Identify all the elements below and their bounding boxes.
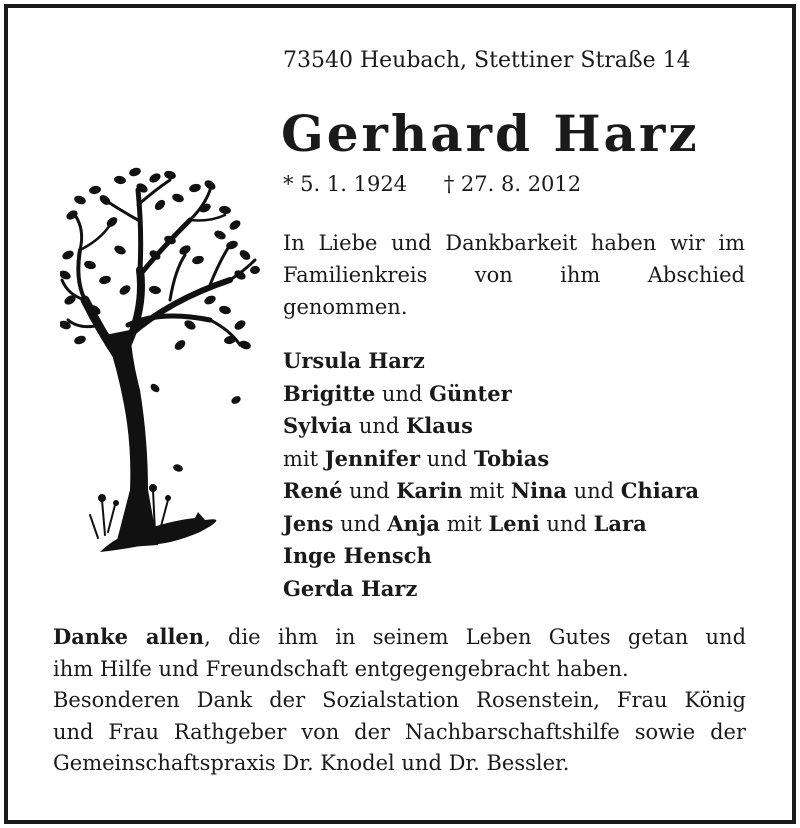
- family-member-line: [283, 475, 753, 508]
- family-member-line: [283, 573, 753, 606]
- family-name: Sylvia: [283, 413, 353, 438]
- tree-silhouette-icon: [60, 160, 260, 555]
- family-name: Lara: [593, 510, 647, 536]
- address: 73540 Heubach, Stettiner Straße 14: [283, 48, 691, 73]
- family-connector: und: [342, 479, 397, 503]
- family-member-line: [283, 410, 753, 443]
- family-name: Nina: [510, 478, 567, 503]
- family-name: Inge Hensch: [283, 543, 432, 568]
- family-name: Anja: [387, 510, 441, 536]
- thanks-line: [53, 621, 746, 654]
- family-name: Jens: [283, 510, 334, 536]
- family-member-line: [283, 508, 753, 541]
- deceased-name: Gerhard Harz: [281, 104, 700, 163]
- thanks-line1-rest: , die ihm in seinem Leben Gutes getan und: [204, 625, 747, 649]
- thanks-text: [53, 621, 746, 780]
- family-connector: mit: [283, 446, 325, 471]
- birth-date: * 5. 1. 1924: [283, 172, 408, 196]
- family-list: [283, 345, 753, 605]
- family-name: Gerda Harz: [283, 575, 418, 601]
- family-connector: und: [375, 381, 430, 406]
- family-name: Tobias: [473, 445, 550, 471]
- family-member-line: [283, 378, 753, 411]
- family-name: René: [283, 478, 343, 503]
- thanks-line: Gemeinschaftspraxis Dr. Knodel und Dr. Bessler.: [53, 751, 570, 775]
- family-connector: mit: [462, 479, 511, 503]
- family-connector: und: [333, 511, 388, 536]
- family-name: Günter: [429, 380, 512, 406]
- family-connector: mit: [440, 511, 489, 536]
- family-connector: und: [539, 511, 594, 536]
- family-name: Klaus: [405, 413, 473, 438]
- family-name: Jennifer: [324, 445, 421, 471]
- family-member-line: [283, 345, 753, 378]
- thanks-line: und Frau Rathgeber von der Nachbarschaftshilfe sowie der: [53, 719, 746, 744]
- thanks-lead: Danke allen: [53, 624, 205, 649]
- thanks-line: Besonderen Dank der Sozialstation Rosenstein, Frau König: [53, 688, 746, 712]
- family-name: Karin: [396, 478, 463, 503]
- farewell-message: In Liebe und Dankbarkeit haben wir im Familienkreis von ihm Abschied genommen.: [283, 231, 745, 319]
- death-date: † 27. 8. 2012: [443, 172, 582, 196]
- family-name: Brigitte: [283, 380, 376, 406]
- family-member-line: [283, 540, 753, 573]
- thanks-line: ihm Hilfe und Freundschaft entgegengebracht haben.: [53, 656, 629, 681]
- family-name: Chiara: [620, 478, 700, 503]
- family-member-line: [283, 443, 753, 476]
- family-connector: und: [420, 446, 474, 471]
- family-name: Ursula Harz: [283, 348, 425, 373]
- life-dates: [283, 172, 581, 196]
- family-name: Leni: [488, 510, 540, 536]
- family-connector: und: [566, 479, 621, 503]
- family-connector: und: [352, 414, 406, 438]
